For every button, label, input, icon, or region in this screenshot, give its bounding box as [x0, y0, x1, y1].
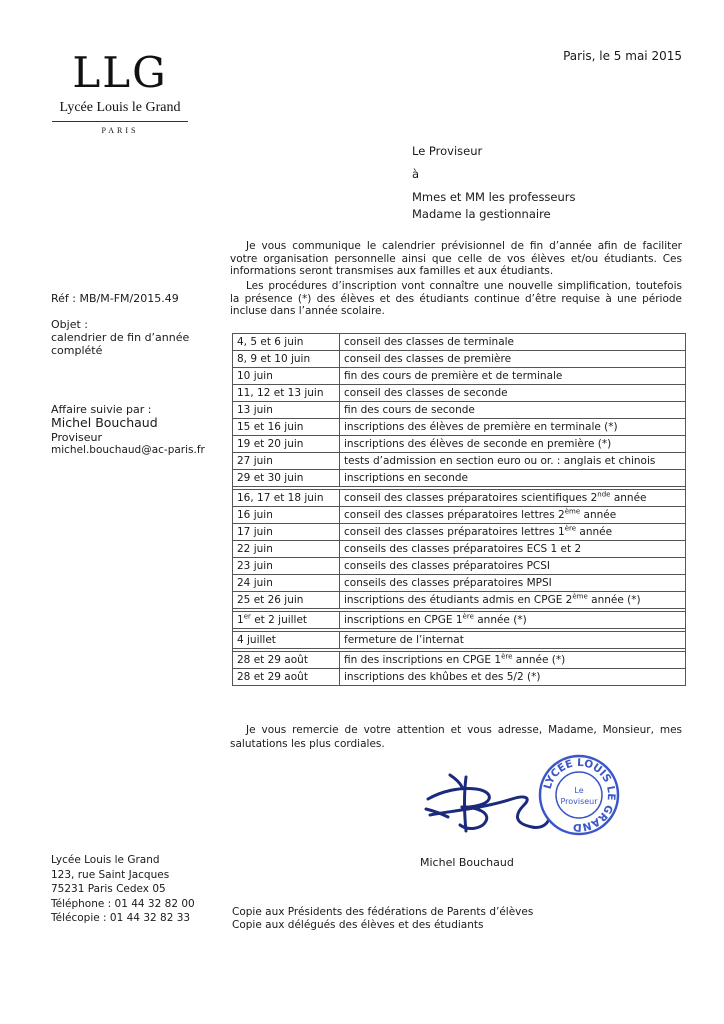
event-text: inscriptions des étudiants admis en CPGE 2: [344, 593, 573, 606]
object-line-2: complété: [51, 344, 103, 357]
event-text-after: année: [576, 525, 613, 538]
body-paragraph-2: [230, 280, 682, 318]
date-cell: 16, 17 et 18 juin: [233, 490, 340, 507]
date-cell: [233, 612, 340, 629]
superscript: er: [243, 612, 251, 620]
superscript: ère: [462, 612, 474, 620]
event-cell: tests d’admission en section euro ou or. : anglais et chinois: [340, 453, 686, 470]
date-cell: 4, 5 et 6 juin: [233, 334, 340, 351]
copy-line-2: Copie aux délégués des élèves et des étudiants: [232, 919, 484, 931]
table-row: [233, 541, 686, 558]
school-address: [51, 853, 195, 926]
event-cell: inscriptions des élèves de seconde en première (*): [340, 436, 686, 453]
logo-city: PARIS: [101, 126, 139, 135]
event-cell: fin des cours de première et de terminale: [340, 368, 686, 385]
date-cell: 19 et 20 juin: [233, 436, 340, 453]
date-cell: 27 juin: [233, 453, 340, 470]
event-cell: inscriptions des élèves de première en terminale (*): [340, 419, 686, 436]
date-cell: 11, 12 et 13 juin: [233, 385, 340, 402]
table-row: [233, 558, 686, 575]
date-text-after: et 2 juillet: [250, 613, 308, 626]
superscript: ème: [572, 592, 588, 600]
table-row: [233, 436, 686, 453]
svg-text:Proviseur: Proviseur: [560, 797, 598, 806]
paragraph-1-text: Je vous communique le calendrier prévisionnel de fin d’année afin de faciliter votre organisation personnelle ainsi que celle de vos élèves et/ou étudiants. Ces informations seront transmises aux familles et aux étudiants.: [230, 240, 682, 277]
copies-list: [232, 906, 533, 932]
recipient-line-1: Mmes et MM les professeurs: [412, 190, 576, 204]
superscript: ème: [564, 507, 581, 515]
svg-text:LYCÉE LOUIS LE GRAND: LYCÉE LOUIS LE GRAND: [541, 756, 618, 834]
date-cell: 24 juin: [233, 575, 340, 592]
closing-text: Je vous remercie de votre attention et vous adresse, Madame, Monsieur, mes salutations les plus cordiales.: [230, 724, 682, 750]
signature-drawing: [420, 765, 550, 845]
event-cell: fermeture de l’internat: [340, 632, 686, 649]
superscript: nde: [597, 490, 611, 498]
event-text-after: année: [580, 508, 617, 521]
date-cell: 17 juin: [233, 524, 340, 541]
table-row: [233, 453, 686, 470]
date-cell: 15 et 16 juin: [233, 419, 340, 436]
letter-date: Paris, le 5 mai 2015: [563, 49, 682, 63]
event-text: inscriptions en CPGE 1: [344, 613, 463, 626]
followed-by-role: Proviseur: [51, 431, 103, 444]
event-cell: inscriptions des khûbes et des 5/2 (*): [340, 669, 686, 686]
calendar-table-wrapper: [232, 333, 686, 686]
table-row: [233, 334, 686, 351]
event-cell: [340, 612, 686, 629]
table-row: [233, 470, 686, 487]
object-line-1: calendrier de fin d’année: [51, 331, 190, 344]
reference: Réf : MB/M-FM/2015.49: [51, 292, 179, 305]
paragraph-2-text: Les procédures d’inscription vont connaître une nouvelle simplification, toutefois la présence (*) des élèves et des étudiants continue d’être requise à une période incluse dans l’année scolaire.: [230, 280, 682, 317]
official-stamp: [538, 754, 620, 840]
date-cell: 16 juin: [233, 507, 340, 524]
table-row: [233, 507, 686, 524]
handwritten-signature: [420, 765, 550, 849]
date-cell: 13 juin: [233, 402, 340, 419]
recipient-line-2: Madame la gestionnaire: [412, 207, 551, 221]
date-cell: 22 juin: [233, 541, 340, 558]
address-line-3: 75231 Paris Cedex 05: [51, 883, 166, 895]
event-cell: inscriptions en seconde: [340, 470, 686, 487]
superscript: ère: [501, 652, 513, 660]
event-cell: conseil des classes de première: [340, 351, 686, 368]
event-text: conseil des classes préparatoires lettres 2: [344, 508, 565, 521]
event-cell: [340, 592, 686, 609]
date-cell: 23 juin: [233, 558, 340, 575]
table-row: [233, 419, 686, 436]
sender-title: Le Proviseur: [412, 144, 483, 158]
school-name: Lycée Louis le Grand: [59, 100, 181, 115]
event-cell: [340, 507, 686, 524]
address-line-2: 123, rue Saint Jacques: [51, 868, 170, 881]
table-row: [233, 632, 686, 649]
logo-divider: [52, 121, 188, 122]
event-cell: conseil des classes de seconde: [340, 385, 686, 402]
event-cell: [340, 652, 686, 669]
table-row: [233, 402, 686, 419]
table-row: [233, 592, 686, 609]
event-cell: conseils des classes préparatoires ECS 1 et 2: [340, 541, 686, 558]
table-row: [233, 368, 686, 385]
event-cell: conseil des classes de terminale: [340, 334, 686, 351]
date-cell: 25 et 26 juin: [233, 592, 340, 609]
recipient-to: à: [412, 167, 420, 181]
svg-text:Le: Le: [574, 786, 584, 795]
table-row: [233, 490, 686, 507]
address-fax: Télécopie : 01 44 32 82 33: [51, 912, 191, 924]
event-cell: [340, 490, 686, 507]
followed-by-label: Affaire suivie par :: [51, 403, 152, 416]
copy-line-1: Copie aux Présidents des fédérations de Parents d’élèves: [232, 906, 534, 918]
event-text: fin des inscriptions en CPGE 1: [344, 653, 502, 666]
letterhead-logo: [52, 48, 188, 135]
address-phone: Téléphone : 01 44 32 82 00: [51, 897, 195, 910]
table-row: [233, 385, 686, 402]
event-text: conseil des classes préparatoires scientifiques 2: [344, 491, 598, 504]
address-line-1: Lycée Louis le Grand: [51, 854, 160, 866]
table-row: [233, 612, 686, 629]
stamp-drawing: [538, 754, 620, 836]
event-text-after: année: [610, 491, 647, 504]
table-row: [233, 351, 686, 368]
followed-by-name: Michel Bouchaud: [51, 415, 158, 430]
date-cell: 4 juillet: [233, 632, 340, 649]
superscript: ère: [564, 524, 577, 532]
date-cell: 10 juin: [233, 368, 340, 385]
date-cell: 28 et 29 août: [233, 652, 340, 669]
event-text-after: année (*): [473, 613, 527, 626]
event-text-after: année (*): [512, 653, 566, 666]
table-row: [233, 575, 686, 592]
logo-mark: LLG: [72, 48, 168, 97]
closing-paragraph: [230, 723, 682, 751]
event-cell: [340, 524, 686, 541]
table-row: [233, 652, 686, 669]
table-row: [233, 669, 686, 686]
event-cell: conseils des classes préparatoires PCSI: [340, 558, 686, 575]
event-cell: conseils des classes préparatoires MPSI: [340, 575, 686, 592]
date-text: 1: [237, 613, 244, 626]
event-text: conseil des classes préparatoires lettres 1: [344, 525, 565, 538]
event-cell: fin des cours de seconde: [340, 402, 686, 419]
body-paragraph-1: [230, 240, 682, 278]
date-cell: 8, 9 et 10 juin: [233, 351, 340, 368]
table-row: [233, 524, 686, 541]
date-cell: 29 et 30 juin: [233, 470, 340, 487]
object-label: Objet :: [51, 318, 88, 331]
date-cell: 28 et 29 août: [233, 669, 340, 686]
event-text-after: année (*): [587, 593, 641, 606]
calendar-table: [232, 333, 686, 686]
signatory-name: Michel Bouchaud: [420, 856, 514, 869]
followed-by-email: michel.bouchaud@ac-paris.fr: [51, 444, 205, 456]
